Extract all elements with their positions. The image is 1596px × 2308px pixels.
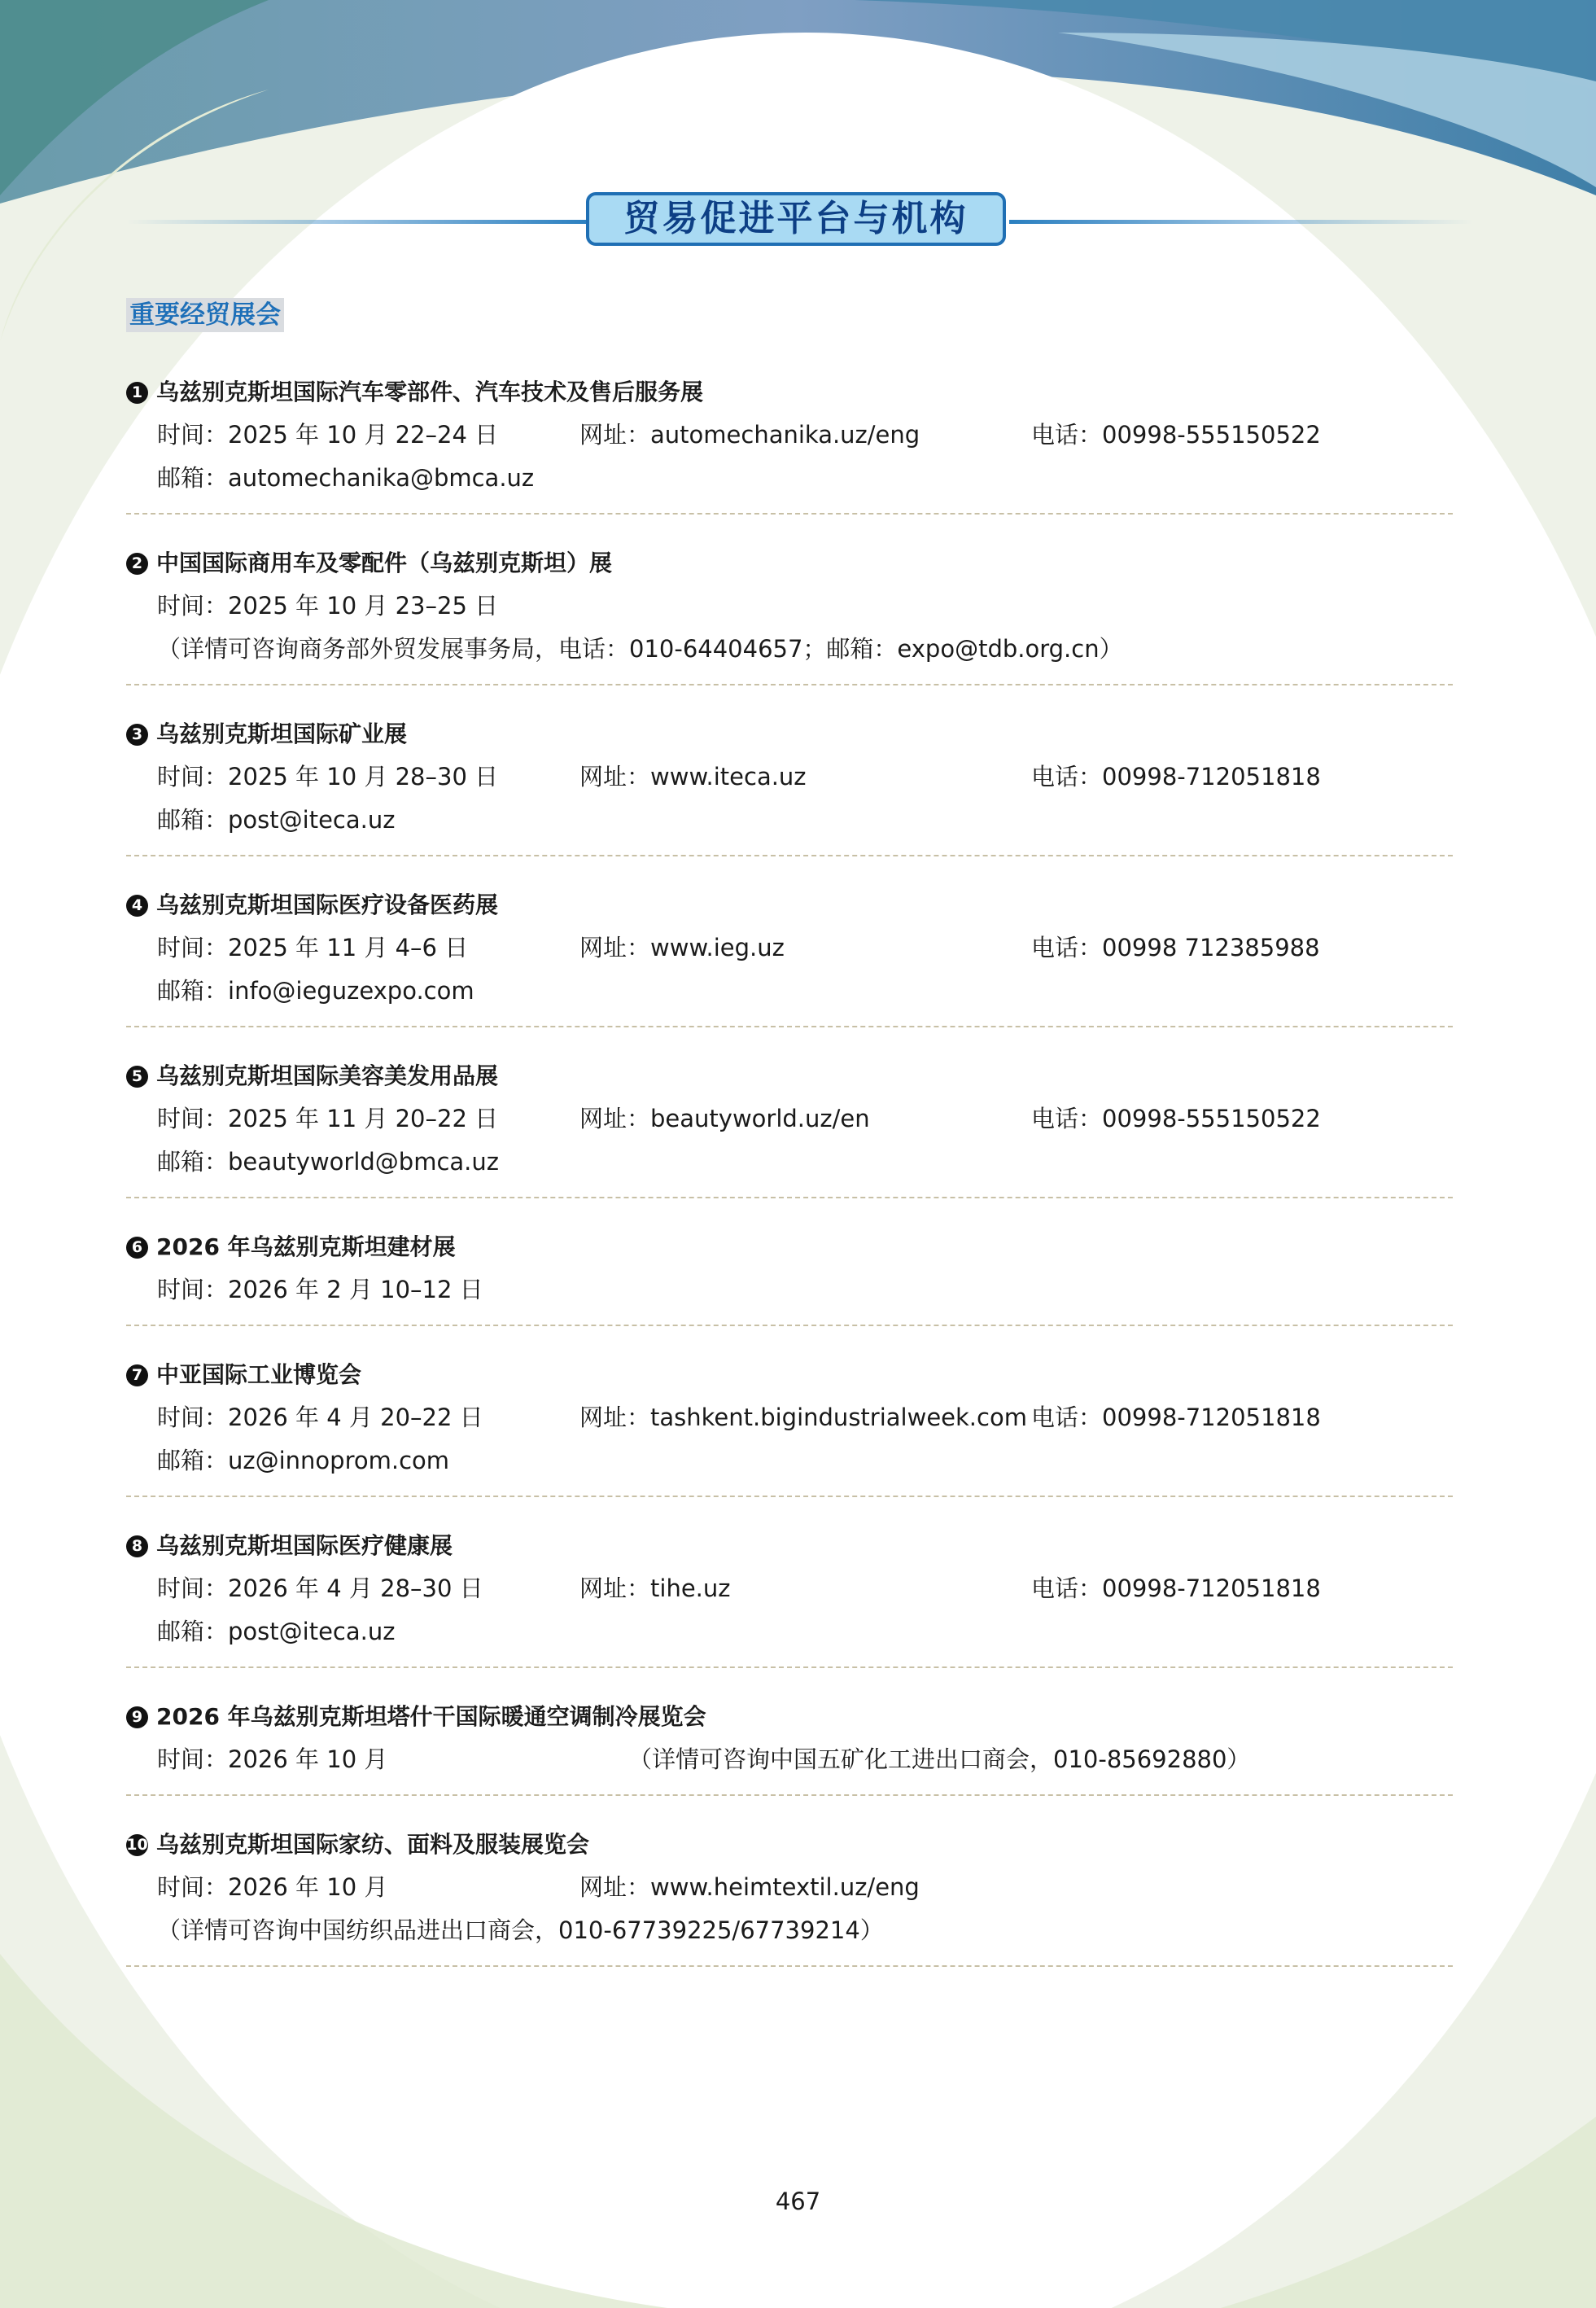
event-email-row — [126, 1141, 1453, 1184]
event-number-badge: 5 — [126, 1066, 148, 1088]
event-name: 乌兹别克斯坦国际汽车零部件、汽车技术及售后服务展 — [156, 379, 704, 405]
event-email-label: 邮箱： — [157, 806, 229, 834]
event-website-label: 网址： — [579, 1105, 651, 1132]
event-email-row — [126, 799, 1453, 842]
event-title — [126, 371, 1453, 414]
event-email-label: 邮箱： — [157, 1447, 229, 1474]
event-phone-label: 电话： — [1031, 1574, 1103, 1602]
event-details-row — [126, 1567, 1453, 1610]
event-website — [579, 414, 1031, 457]
event-website-label: 网址： — [579, 421, 651, 449]
event-email — [157, 1141, 499, 1184]
event-website-value: tashkent.bigindustrialweek.com — [650, 1404, 1027, 1431]
event-email-value: post@iteca.uz — [228, 1618, 396, 1645]
page-number: 467 — [775, 2188, 821, 2215]
event-contact-note: （详情可咨询商务部外贸发展事务局，电话：010-64404657；邮箱：expo@tdb.org.cn） — [157, 635, 1123, 663]
event-time — [157, 1097, 579, 1141]
event-time-label: 时间： — [157, 1105, 229, 1132]
event-name: 乌兹别克斯坦国际家纺、面料及服装展览会 — [156, 1831, 590, 1858]
event-contact-note: （详情可咨询中国五矿化工进出口商会，010-85692880） — [628, 1745, 1251, 1773]
event-title — [126, 542, 1453, 585]
event-website-value: automechanika.uz/eng — [650, 421, 920, 449]
event-phone — [1031, 1396, 1321, 1439]
event-time-label: 时间： — [157, 1574, 229, 1602]
event-time-label: 时间： — [157, 421, 229, 449]
event-time-label: 时间： — [157, 934, 229, 961]
event-details-row — [126, 1866, 1453, 1909]
event-phone-label: 电话： — [1031, 1105, 1103, 1132]
event-item — [126, 705, 1453, 856]
event-item — [126, 1517, 1453, 1668]
event-time-value: 2025 年 11 月 20–22 日 — [228, 1105, 499, 1132]
event-number-badge: 9 — [126, 1706, 148, 1728]
event-details-row — [126, 1097, 1453, 1141]
event-time — [157, 926, 579, 970]
event-time — [157, 414, 579, 457]
event-item — [126, 363, 1453, 515]
event-email-row — [126, 1610, 1453, 1653]
event-title — [126, 1226, 1453, 1268]
event-website-label: 网址： — [579, 1404, 651, 1431]
page-title-banner — [126, 189, 1473, 254]
event-email-value: post@iteca.uz — [228, 806, 396, 834]
event-number-badge: 7 — [126, 1364, 148, 1386]
event-email-value: beautyworld@bmca.uz — [228, 1148, 499, 1176]
event-phone-value: 00998 712385988 — [1102, 934, 1320, 961]
event-item — [126, 1688, 1453, 1796]
event-time-value: 2025 年 11 月 4–6 日 — [228, 934, 469, 961]
event-website-value: tihe.uz — [650, 1574, 731, 1602]
event-time — [157, 585, 579, 628]
event-email-label: 邮箱： — [157, 464, 229, 492]
event-name: 2026 年乌兹别克斯坦建材展 — [156, 1233, 456, 1260]
event-name: 2026 年乌兹别克斯坦塔什干国际暖通空调制冷展览会 — [156, 1703, 706, 1730]
event-website — [579, 1866, 1031, 1909]
event-website — [579, 926, 1031, 970]
event-item — [126, 534, 1453, 685]
event-time-value: 2025 年 10 月 22–24 日 — [228, 421, 499, 449]
event-time-label: 时间： — [157, 763, 229, 791]
event-email-row — [126, 970, 1453, 1013]
event-email — [157, 457, 534, 500]
event-phone-value: 00998-555150522 — [1102, 421, 1321, 449]
event-phone-value: 00998-555150522 — [1102, 1105, 1321, 1132]
event-name: 乌兹别克斯坦国际医疗设备医药展 — [156, 891, 499, 918]
event-website-label: 网址： — [579, 934, 651, 961]
event-title — [126, 713, 1453, 755]
event-details-row — [126, 585, 1453, 628]
event-phone-value: 00998-712051818 — [1102, 1574, 1321, 1602]
event-email-value: uz@innoprom.com — [228, 1447, 450, 1474]
event-website-label: 网址： — [579, 1574, 651, 1602]
event-time-value: 2026 年 10 月 — [228, 1745, 388, 1773]
event-item — [126, 1346, 1453, 1497]
event-email-value: info@ieguzexpo.com — [228, 977, 474, 1005]
event-contact-note: （详情可咨询中国纺织品进出口商会，010-67739225/67739214） — [157, 1916, 884, 1944]
event-email — [157, 1610, 395, 1653]
event-time-label: 时间： — [157, 1745, 229, 1773]
event-name: 中国国际商用车及零配件（乌兹别克斯坦）展 — [156, 550, 613, 576]
event-phone — [1031, 926, 1320, 970]
event-website-value: www.iteca.uz — [650, 763, 807, 791]
event-title — [126, 1525, 1453, 1567]
event-time-label: 时间： — [157, 1873, 229, 1901]
event-website — [579, 1396, 1031, 1439]
event-details-row — [126, 1396, 1453, 1439]
event-email-label: 邮箱： — [157, 1618, 229, 1645]
event-name: 中亚国际工业博览会 — [156, 1361, 362, 1388]
event-time-value: 2026 年 4 月 20–22 日 — [228, 1404, 483, 1431]
event-website-value: www.ieg.uz — [650, 934, 785, 961]
event-phone — [1031, 1097, 1321, 1141]
event-time-value: 2026 年 2 月 10–12 日 — [228, 1276, 483, 1303]
event-number-badge: 3 — [126, 724, 148, 746]
event-number-badge: 1 — [126, 382, 148, 404]
event-email-label: 邮箱： — [157, 977, 229, 1005]
event-time-label: 时间： — [157, 592, 229, 620]
event-list — [126, 363, 1453, 1986]
event-details-row — [126, 1268, 1453, 1312]
event-phone-label: 电话： — [1031, 763, 1103, 791]
event-phone-label: 电话： — [1031, 421, 1103, 449]
event-number-badge: 6 — [126, 1237, 148, 1259]
event-item — [126, 876, 1453, 1027]
event-email-value: automechanika@bmca.uz — [228, 464, 535, 492]
event-item — [126, 1815, 1453, 1967]
event-name: 乌兹别克斯坦国际美容美发用品展 — [156, 1062, 499, 1089]
event-name: 乌兹别克斯坦国际矿业展 — [156, 720, 408, 747]
event-time-label: 时间： — [157, 1276, 229, 1303]
event-website-label: 网址： — [579, 1873, 651, 1901]
event-time-value: 2026 年 4 月 28–30 日 — [228, 1574, 483, 1602]
section-heading: 重要经贸展会 — [126, 298, 284, 332]
event-title — [126, 1055, 1453, 1097]
event-time — [157, 755, 579, 799]
event-email — [157, 970, 474, 1013]
event-name: 乌兹别克斯坦国际医疗健康展 — [156, 1532, 453, 1559]
event-time — [157, 1567, 579, 1610]
event-time-value: 2025 年 10 月 28–30 日 — [228, 763, 499, 791]
event-website — [579, 1097, 1031, 1141]
event-email-row — [126, 457, 1453, 500]
event-email-row — [126, 1439, 1453, 1482]
event-number-badge: 4 — [126, 895, 148, 917]
event-details-row — [126, 926, 1453, 970]
event-phone — [1031, 755, 1321, 799]
event-title — [126, 1824, 1453, 1866]
event-item — [126, 1047, 1453, 1198]
event-number-badge: 2 — [126, 553, 148, 575]
event-phone — [1031, 1567, 1321, 1610]
event-time-label: 时间： — [157, 1404, 229, 1431]
event-phone-value: 00998-712051818 — [1102, 763, 1321, 791]
event-details-row — [126, 1738, 1453, 1781]
event-phone-value: 00998-712051818 — [1102, 1404, 1321, 1431]
event-time — [157, 1396, 579, 1439]
event-phone-label: 电话： — [1031, 934, 1103, 961]
title-rule-left — [126, 220, 590, 224]
event-number-badge: 10 — [126, 1834, 148, 1856]
event-details-row — [126, 414, 1453, 457]
page-title: 贸易促进平台与机构 — [586, 192, 1006, 246]
event-email — [157, 799, 395, 842]
title-rule-right — [1009, 220, 1473, 224]
event-time — [157, 1268, 579, 1312]
event-phone-label: 电话： — [1031, 1404, 1103, 1431]
event-website-value: www.heimtextil.uz/eng — [650, 1873, 920, 1901]
event-website-label: 网址： — [579, 763, 651, 791]
event-time-value: 2026 年 10 月 — [228, 1873, 388, 1901]
event-website — [579, 755, 1031, 799]
event-number-badge: 8 — [126, 1535, 148, 1557]
event-title — [126, 884, 1453, 926]
event-item — [126, 1218, 1453, 1326]
event-email-label: 邮箱： — [157, 1148, 229, 1176]
event-email — [157, 1439, 449, 1482]
event-title — [126, 1354, 1453, 1396]
event-website-value: beautyworld.uz/en — [650, 1105, 870, 1132]
event-phone — [1031, 414, 1321, 457]
event-website — [579, 1567, 1031, 1610]
event-title — [126, 1696, 1453, 1738]
event-details-row — [126, 755, 1453, 799]
event-time-value: 2025 年 10 月 23–25 日 — [228, 592, 499, 620]
event-time — [157, 1738, 579, 1781]
event-time — [157, 1866, 579, 1909]
